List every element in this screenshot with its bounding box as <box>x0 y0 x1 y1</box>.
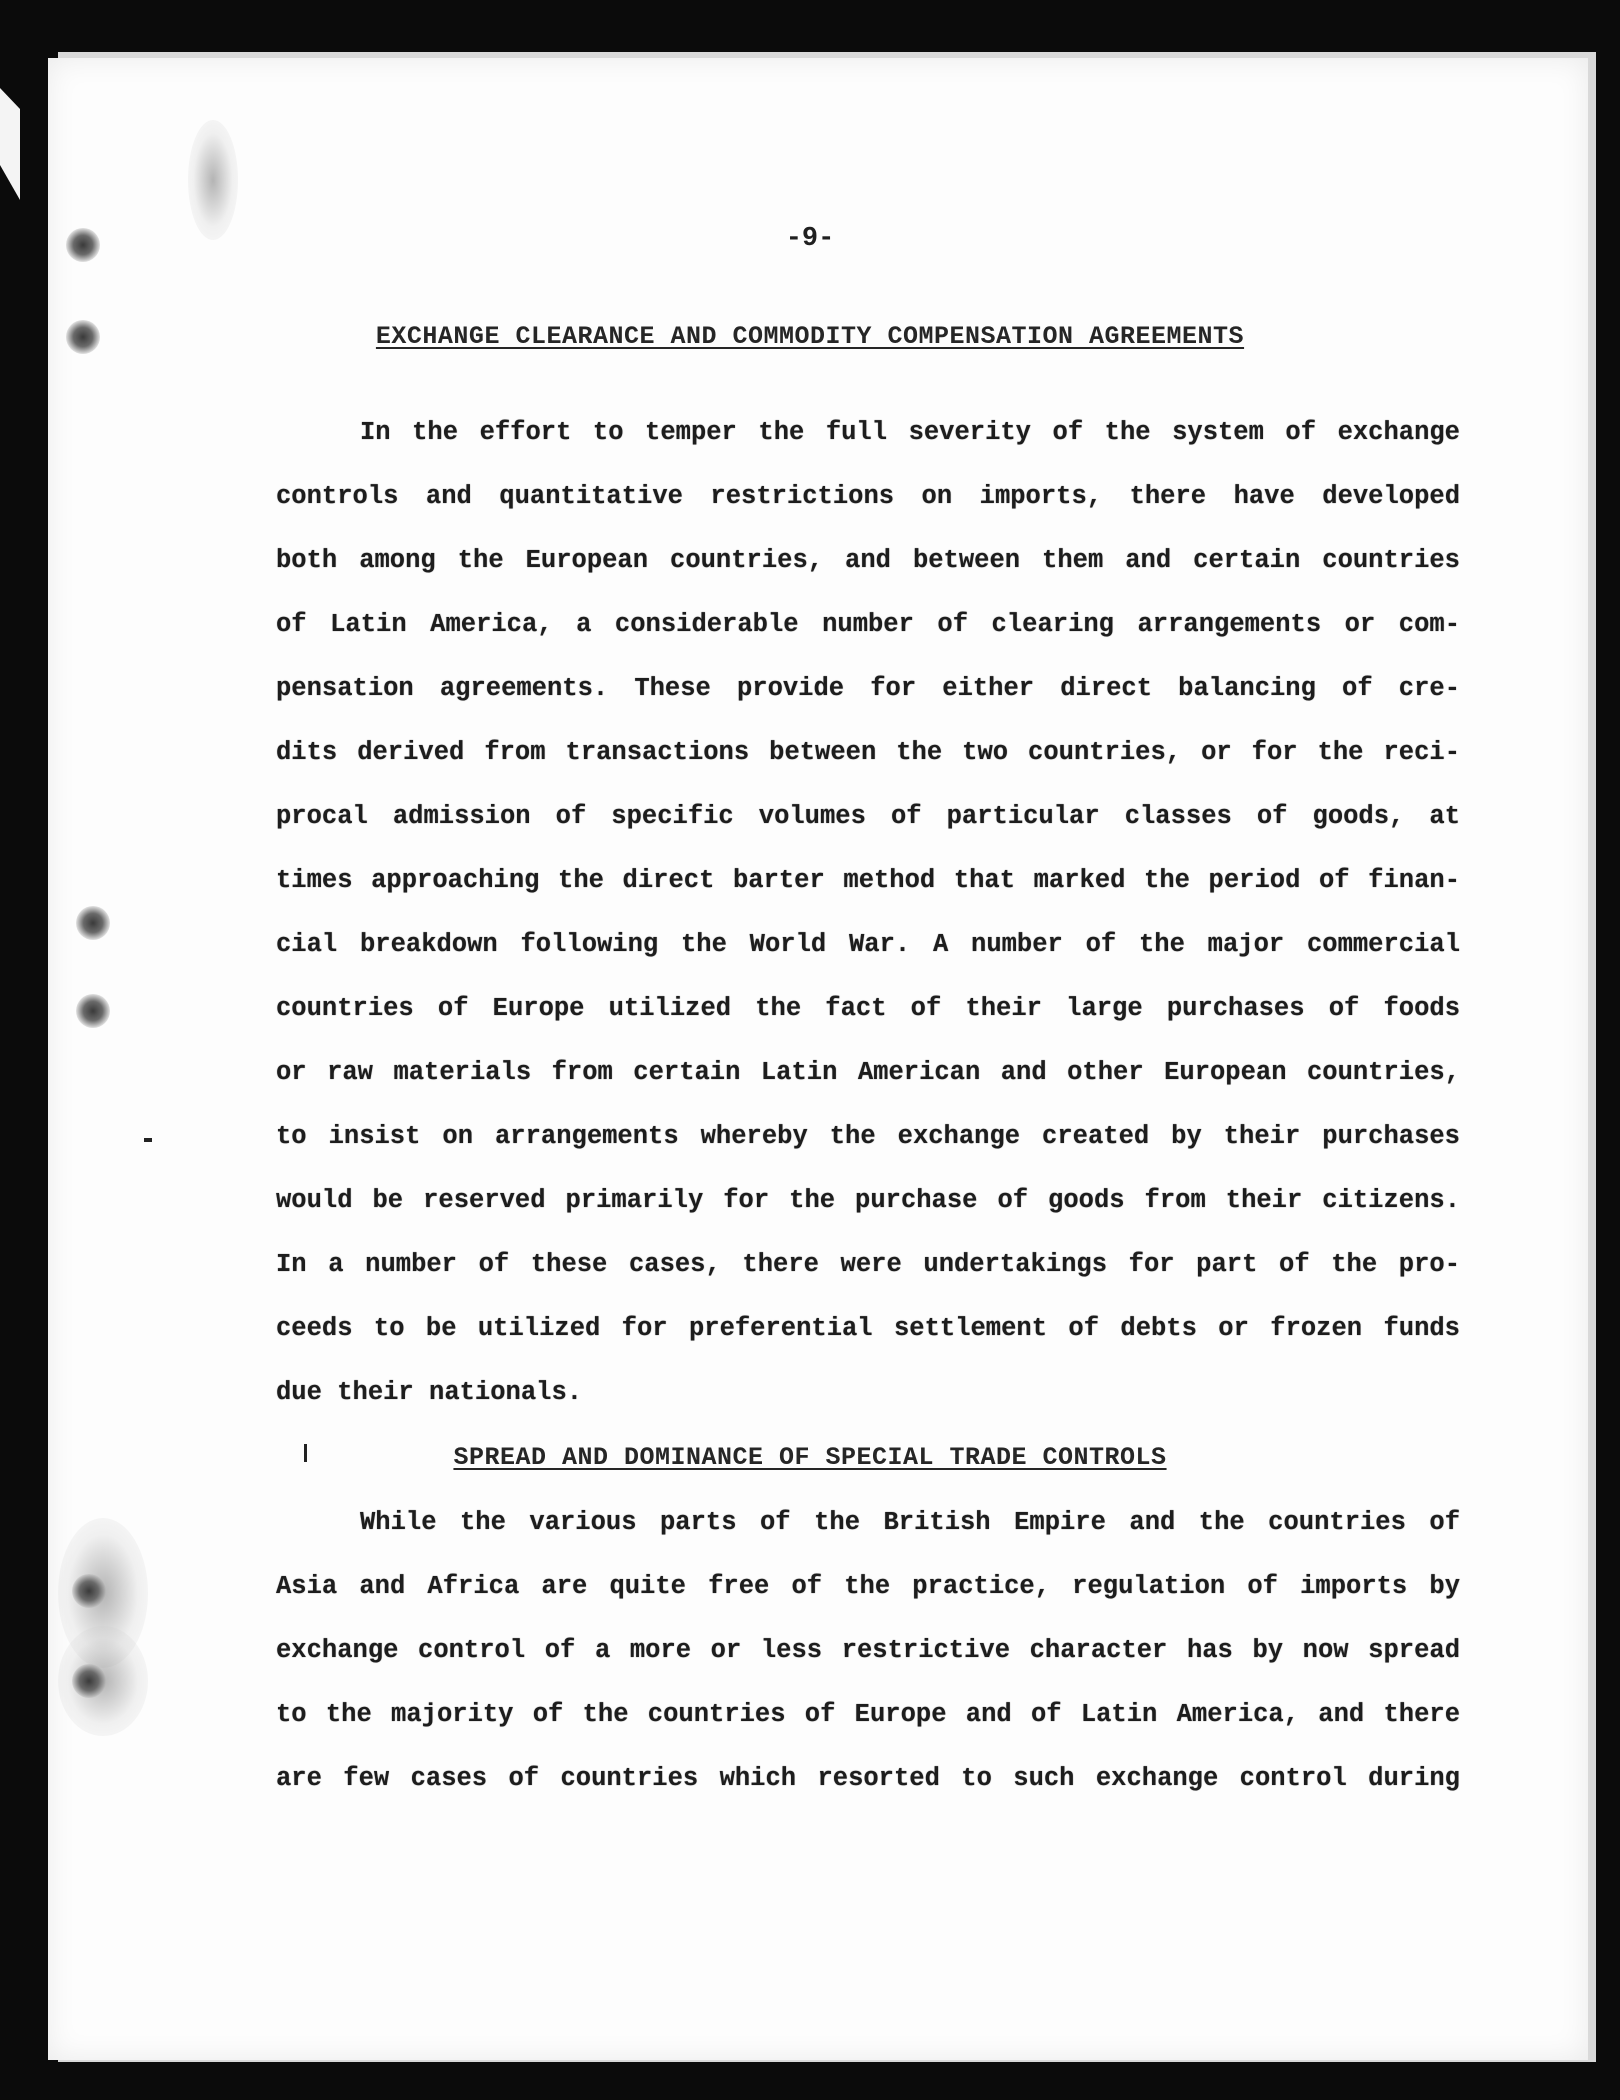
text-line: ceeds to be utilized for preferential settlement of debts or frozen funds <box>276 1314 1460 1343</box>
text-line: While the various parts of the British Empire and the countries of <box>360 1508 1460 1537</box>
text-line: controls and quantitative restrictions on imports, there have developed <box>276 482 1460 511</box>
text-line: are few cases of countries which resorted to such exchange control during <box>276 1764 1460 1793</box>
section-heading-exchange-clearance: EXCHANGE CLEARANCE AND COMMODITY COMPENSATION AGREEMENTS <box>375 322 1245 351</box>
text-line: would be reserved primarily for the purchase of goods from their citizens. <box>276 1186 1460 1215</box>
page-curl <box>0 60 20 200</box>
text-line: times approaching the direct barter method that marked the period of finan- <box>276 866 1460 895</box>
binder-hole-5 <box>72 1574 106 1608</box>
binder-hole-3 <box>76 906 110 940</box>
text-line: or raw materials from certain Latin American and other European countries, <box>276 1058 1460 1087</box>
page-number: -9- <box>785 224 835 254</box>
text-line: In a number of these cases, there were undertakings for part of the pro- <box>276 1250 1460 1279</box>
text-line: both among the European countries, and between them and certain countries <box>276 546 1460 575</box>
text-line: to the majority of the countries of Europe and of Latin America, and there <box>276 1700 1460 1729</box>
text-line: In the effort to temper the full severity of the system of exchange <box>360 418 1460 447</box>
binder-hole-6 <box>72 1664 106 1698</box>
text-line: pensation agreements. These provide for either direct balancing of cre- <box>276 674 1460 703</box>
text-line: of Latin America, a considerable number of clearing arrangements or com- <box>276 610 1460 639</box>
text-line: countries of Europe utilized the fact of their large purchases of foods <box>276 994 1460 1023</box>
text-line: exchange control of a more or less restrictive character has by now spread <box>276 1636 1460 1665</box>
text-line: due their nationals. <box>276 1378 583 1407</box>
margin-dot <box>144 1138 152 1142</box>
binder-hole-4 <box>76 994 110 1028</box>
smudge-1 <box>188 120 238 240</box>
text-line: dits derived from transactions between the two countries, or for the reci- <box>276 738 1460 767</box>
text-line: Asia and Africa are quite free of the practice, regulation of imports by <box>276 1572 1460 1601</box>
text-line: to insist on arrangements whereby the exchange created by their purchases <box>276 1122 1460 1151</box>
text-line: cial breakdown following the World War. A number of the major commercial <box>276 930 1460 959</box>
section-heading-spread-dominance: SPREAD AND DOMINANCE OF SPECIAL TRADE CONTROLS <box>453 1443 1167 1472</box>
text-line: procal admission of specific volumes of particular classes of goods, at <box>276 802 1460 831</box>
